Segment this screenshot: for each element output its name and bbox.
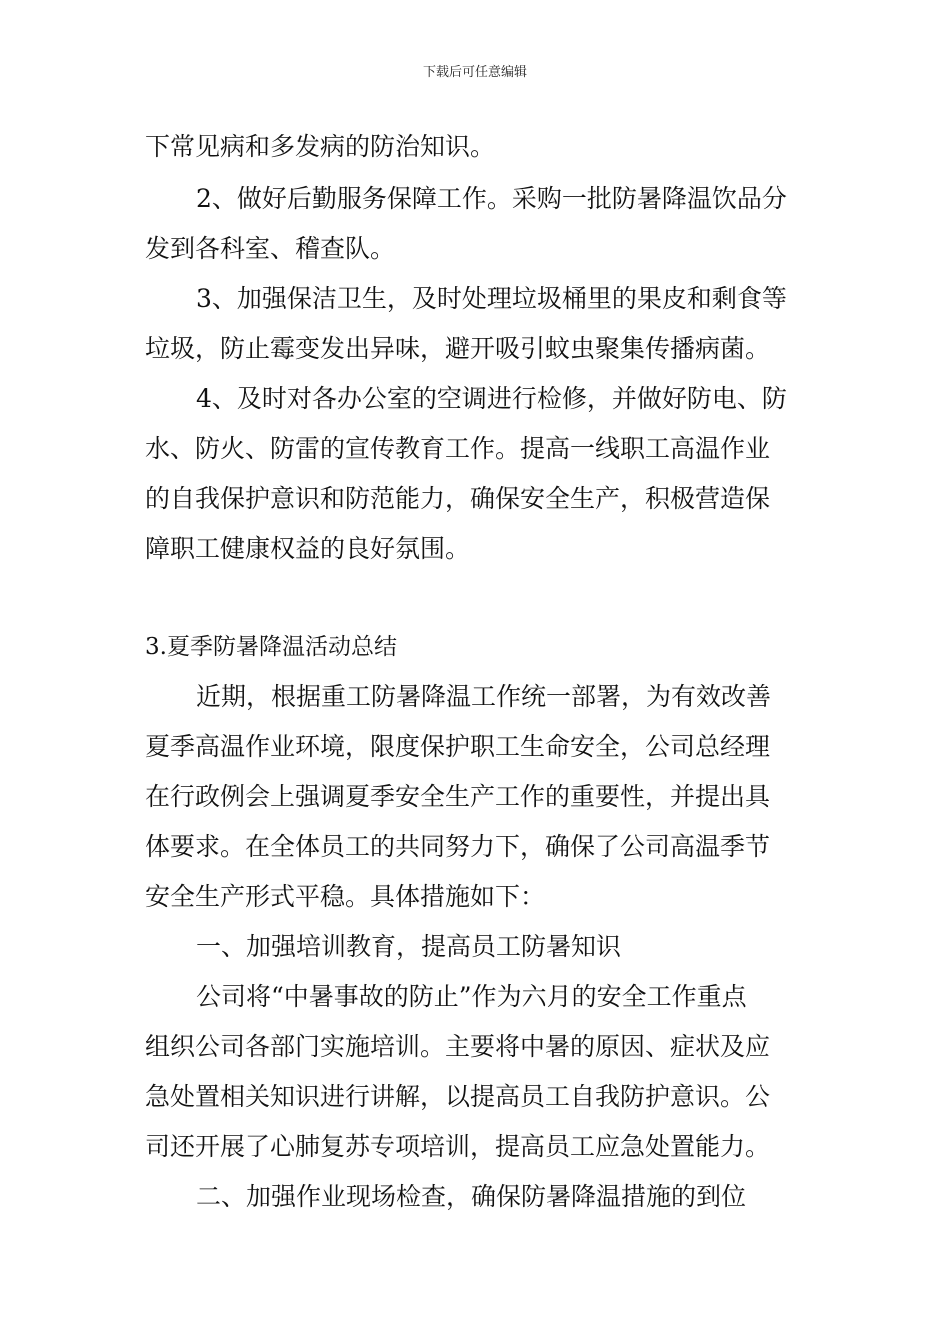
text-line: 在行政例会上强调夏季安全生产工作的重要性，并提出具 — [145, 782, 771, 811]
text-line: 安全生产形式平稳。具体措施如下： — [145, 882, 546, 911]
text-line: 组织公司各部门实施培训。主要将中暑的原因、症状及应 — [145, 1032, 771, 1061]
text-line: 障职工健康权益的良好氛围。 — [145, 534, 471, 563]
text-line: 下常见病和多发病的防治知识。 — [145, 132, 496, 161]
text-line: 垃圾，防止霉变发出异味，避开吸引蚊虫聚集传播病菌。 — [145, 334, 771, 363]
text-line: 水、防火、防雷的宣传教育工作。提高一线职工高温作业 — [145, 434, 771, 463]
text-line: 公司将“中暑事故的防止”作为六月的安全工作重点 — [196, 982, 747, 1011]
text-line: 发到各科室、稽查队。 — [145, 234, 396, 263]
section-heading: 3.夏季防暑降温活动总结 — [145, 634, 397, 660]
text-line: 急处置相关知识进行讲解，以提高员工自我防护意识。公 — [145, 1082, 771, 1111]
text-line: 4、及时对各办公室的空调进行检修，并做好防电、防 — [196, 384, 787, 413]
text-line: 夏季高温作业环境，限度保护职工生命安全，公司总经理 — [145, 732, 771, 761]
text-line: 司还开展了心肺复苏专项培训，提高员工应急处置能力。 — [145, 1132, 771, 1161]
text-line: 3、加强保洁卫生，及时处理垃圾桶里的果皮和剩食等 — [196, 284, 787, 313]
subheading-line: 一、加强培训教育，提高员工防暑知识 — [196, 932, 622, 961]
text-line: 近期，根据重工防暑降温工作统一部署，为有效改善 — [196, 682, 772, 711]
text-line: 2、做好后勤服务保障工作。采购一批防暑降温饮品分 — [196, 184, 787, 213]
text-line: 体要求。在全体员工的共同努力下，确保了公司高温季节 — [145, 832, 771, 861]
subheading-line: 二、加强作业现场检查，确保防暑降温措施的到位 — [196, 1182, 747, 1211]
text-line: 的自我保护意识和防范能力，确保安全生产，积极营造保 — [145, 484, 771, 513]
page-header: 下载后可任意编辑 — [422, 65, 527, 80]
